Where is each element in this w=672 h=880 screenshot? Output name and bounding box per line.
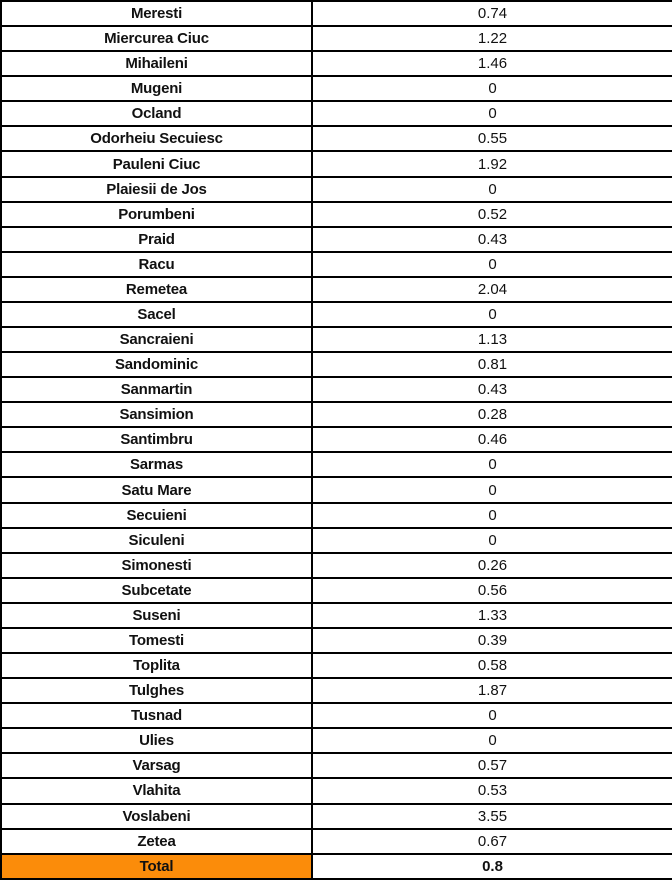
locality-name-cell: Secuieni — [1, 503, 312, 528]
locality-value-cell: 0 — [312, 76, 672, 101]
table-row — [1, 352, 672, 377]
table-row — [1, 528, 672, 553]
table-footer — [1, 854, 672, 879]
table-row — [1, 126, 672, 151]
locality-name-cell: Praid — [1, 227, 312, 252]
locality-name-cell: Tulghes — [1, 678, 312, 703]
locality-name-cell: Ocland — [1, 101, 312, 126]
table-row — [1, 177, 672, 202]
locality-name-cell: Sacel — [1, 302, 312, 327]
locality-value-cell: 2.04 — [312, 277, 672, 302]
table-row — [1, 302, 672, 327]
table-row — [1, 477, 672, 502]
locality-value-cell: 1.22 — [312, 26, 672, 51]
table-row — [1, 377, 672, 402]
table-row — [1, 151, 672, 176]
locality-value-cell: 0 — [312, 477, 672, 502]
table-row — [1, 227, 672, 252]
locality-value-cell: 0.46 — [312, 427, 672, 452]
locality-value-cell: 3.55 — [312, 804, 672, 829]
table-row — [1, 503, 672, 528]
locality-name-cell: Tusnad — [1, 703, 312, 728]
locality-name-cell: Suseni — [1, 603, 312, 628]
table-row — [1, 252, 672, 277]
table-row — [1, 51, 672, 76]
table-row — [1, 277, 672, 302]
table-row — [1, 1, 672, 26]
locality-value-cell: 1.46 — [312, 51, 672, 76]
locality-name-cell: Plaiesii de Jos — [1, 177, 312, 202]
locality-name-cell: Zetea — [1, 829, 312, 854]
locality-name-cell: Odorheiu Secuiesc — [1, 126, 312, 151]
locality-name-cell: Racu — [1, 252, 312, 277]
table-row — [1, 653, 672, 678]
table-row — [1, 753, 672, 778]
total-row — [1, 854, 672, 879]
table-row — [1, 553, 672, 578]
locality-name-cell: Ulies — [1, 728, 312, 753]
locality-value-cell: 0.39 — [312, 628, 672, 653]
locality-value-cell: 0.52 — [312, 202, 672, 227]
locality-value-cell: 0.74 — [312, 1, 672, 26]
locality-name-cell: Sanmartin — [1, 377, 312, 402]
total-label-cell: Total — [1, 854, 312, 879]
table-row — [1, 402, 672, 427]
locality-value-cell: 0.58 — [312, 653, 672, 678]
locality-value-cell: 0 — [312, 452, 672, 477]
table-row — [1, 26, 672, 51]
locality-value-cell: 0.53 — [312, 778, 672, 803]
locality-value-cell: 0 — [312, 177, 672, 202]
locality-name-cell: Sandominic — [1, 352, 312, 377]
locality-value-cell: 0 — [312, 728, 672, 753]
locality-name-cell: Varsag — [1, 753, 312, 778]
locality-value-cell: 0.57 — [312, 753, 672, 778]
locality-name-cell: Santimbru — [1, 427, 312, 452]
table-row — [1, 703, 672, 728]
locality-name-cell: Sarmas — [1, 452, 312, 477]
locality-name-cell: Meresti — [1, 1, 312, 26]
locality-value-cell: 0 — [312, 528, 672, 553]
table-row — [1, 452, 672, 477]
locality-name-cell: Porumbeni — [1, 202, 312, 227]
table-row — [1, 678, 672, 703]
locality-value-cell: 0.43 — [312, 377, 672, 402]
table-row — [1, 778, 672, 803]
locality-value-cell: 0.43 — [312, 227, 672, 252]
table-body — [1, 1, 672, 854]
locality-name-cell: Subcetate — [1, 578, 312, 603]
locality-name-cell: Sancraieni — [1, 327, 312, 352]
locality-value-cell: 0.81 — [312, 352, 672, 377]
locality-value-cell: 0 — [312, 703, 672, 728]
total-value-cell: 0.8 — [312, 854, 672, 879]
locality-value-cell: 1.92 — [312, 151, 672, 176]
locality-value-cell: 0 — [312, 302, 672, 327]
locality-name-cell: Siculeni — [1, 528, 312, 553]
table-row — [1, 427, 672, 452]
locality-value-cell: 0.28 — [312, 402, 672, 427]
locality-value-cell: 0.67 — [312, 829, 672, 854]
table-row — [1, 76, 672, 101]
locality-name-cell: Miercurea Ciuc — [1, 26, 312, 51]
locality-value-cell: 0 — [312, 252, 672, 277]
table-row — [1, 603, 672, 628]
locality-name-cell: Simonesti — [1, 553, 312, 578]
locality-value-cell: 0.56 — [312, 578, 672, 603]
locality-name-cell: Remetea — [1, 277, 312, 302]
table-row — [1, 628, 672, 653]
locality-name-cell: Sansimion — [1, 402, 312, 427]
locality-value-cell: 1.13 — [312, 327, 672, 352]
locality-name-cell: Toplita — [1, 653, 312, 678]
locality-name-cell: Vlahita — [1, 778, 312, 803]
table-row — [1, 829, 672, 854]
locality-name-cell: Mihaileni — [1, 51, 312, 76]
locality-value-cell: 0.55 — [312, 126, 672, 151]
table-row — [1, 202, 672, 227]
table-row — [1, 327, 672, 352]
table-row — [1, 578, 672, 603]
locality-value-cell: 1.33 — [312, 603, 672, 628]
locality-value-cell: 1.87 — [312, 678, 672, 703]
locality-name-cell: Pauleni Ciuc — [1, 151, 312, 176]
locality-name-cell: Voslabeni — [1, 804, 312, 829]
table-row — [1, 804, 672, 829]
locality-value-cell: 0.26 — [312, 553, 672, 578]
locality-name-cell: Satu Mare — [1, 477, 312, 502]
locality-name-cell: Mugeni — [1, 76, 312, 101]
table-row — [1, 728, 672, 753]
locality-value-cell: 0 — [312, 101, 672, 126]
table-row — [1, 101, 672, 126]
locality-value-cell: 0 — [312, 503, 672, 528]
locality-name-cell: Tomesti — [1, 628, 312, 653]
